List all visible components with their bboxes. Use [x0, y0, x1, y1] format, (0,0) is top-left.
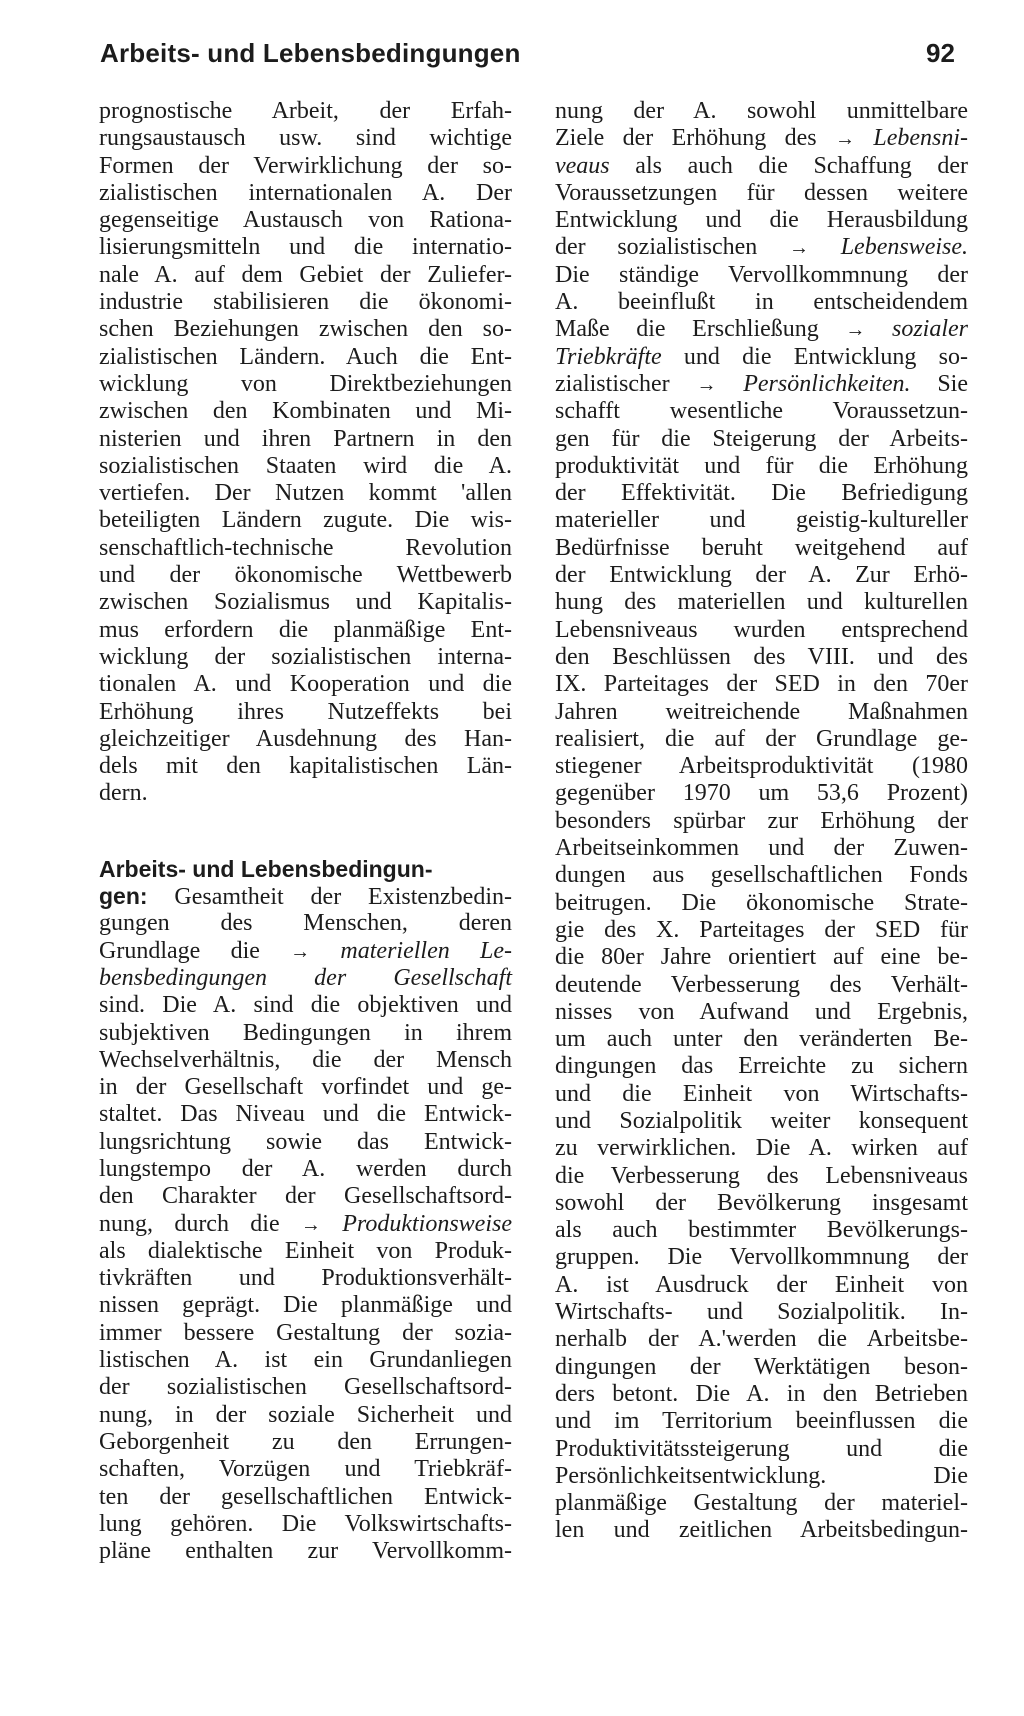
- text-line: Jahren weitreichende Maßnahmen: [555, 698, 968, 725]
- text-line: pläne enthalten zur Vervollkomm-: [99, 1538, 512, 1565]
- paragraph-gap: [99, 808, 512, 856]
- text-line: IX. Parteitages der SED in den 70er: [555, 671, 968, 698]
- text-line: gruppen. Die Vervollkommnung der: [555, 1244, 968, 1271]
- text-line: wicklung von Direktbeziehungen: [99, 370, 512, 397]
- text-line: hung des materiellen und kulturellen: [555, 589, 968, 616]
- entry-heading: Arbeits- und Lebensbedingun-: [99, 855, 433, 882]
- text-line: Lebensniveaus wurden entsprechend: [555, 616, 968, 643]
- text-line: die 80er Jahre orientiert auf eine be-: [555, 944, 968, 971]
- text-line: nale A. auf dem Gebiet der Zuliefer-: [99, 261, 512, 288]
- right-column: [555, 98, 968, 1545]
- text-fragment: Sie: [910, 370, 969, 397]
- text-line: die Verbesserung des Lebensniveaus: [555, 1162, 968, 1189]
- text-line: dingungen der Werktätigen beson-: [555, 1353, 968, 1380]
- left-column: [99, 98, 512, 1565]
- text-line: nisses von Aufwand und Ergebnis,: [555, 998, 968, 1025]
- text-line: Arbeitseinkommen und der Zuwen-: [555, 835, 968, 862]
- text-line: lisierungsmitteln und die internatio-: [99, 234, 512, 261]
- text-line: [99, 856, 512, 883]
- text-line: sozialistischen Staaten wird die A.: [99, 452, 512, 479]
- text-line: lungstempo der A. werden durch: [99, 1155, 512, 1182]
- text-line: gegenseitige Austausch von Rationa-: [99, 207, 512, 234]
- cross-reference-arrow-icon: →: [300, 1213, 321, 1236]
- text-line: gen für die Steigerung der Arbeits-: [555, 425, 968, 452]
- text-line: [99, 1211, 512, 1238]
- text-line: Entwicklung und die Herausbildung: [555, 207, 968, 234]
- text-line: lungsrichtung sowie das Entwick-: [99, 1128, 512, 1155]
- text-line: als auch bestimmter Bevölkerungs-: [555, 1217, 968, 1244]
- text-line: zialistischen Ländern. Auch die Ent-: [99, 343, 512, 370]
- text-line: schafft wesentliche Voraussetzun-: [555, 398, 968, 425]
- text-line: len und zeitlichen Arbeitsbedingun-: [555, 1517, 968, 1544]
- text-line: nerhalb der A.'werden die Arbeitsbe-: [555, 1326, 968, 1353]
- text-line: deutende Verbesserung des Verhält-: [555, 971, 968, 998]
- text-line: A. beeinflußt in entscheidendem: [555, 289, 968, 316]
- text-line: besonders spürbar zur Erhöhung der: [555, 807, 968, 834]
- text-line: Bedürfnisse beruht weitgehend auf: [555, 534, 968, 561]
- text-line: [555, 153, 968, 180]
- text-line: realisiert, die auf der Grundlage ge-: [555, 725, 968, 752]
- text-fragment: und die Entwicklung so-: [661, 343, 968, 370]
- text-line: gie des X. Parteitages der SED für: [555, 916, 968, 943]
- text-line: als dialektische Einheit von Produk-: [99, 1237, 512, 1264]
- text-line: Persönlichkeitsentwicklung. Die: [555, 1462, 968, 1489]
- text-line: A. ist Ausdruck der Einheit von: [555, 1271, 968, 1298]
- text-line: materieller und geistig-kultureller: [555, 507, 968, 534]
- text-line: Produktivitätssteigerung und die: [555, 1435, 968, 1462]
- text-line: [555, 234, 968, 261]
- text-line: [555, 125, 968, 152]
- page-header-title: Arbeits- und Lebensbedingungen: [100, 38, 521, 68]
- cross-reference: Lebensweise.: [809, 234, 968, 261]
- text-fragment: Ziele der Erhöhung des: [555, 125, 835, 152]
- text-line: subjektiven Bedingungen in ihrem: [99, 1019, 512, 1046]
- text-line: sind. Die A. sind die objektiven und: [99, 992, 512, 1019]
- cross-reference: Produktionsweise: [320, 1210, 512, 1237]
- text-line: tionalen A. und Kooperation und die: [99, 671, 512, 698]
- text-line: immer bessere Gestaltung der sozia-: [99, 1319, 512, 1346]
- cross-reference-arrow-icon: →: [696, 373, 717, 396]
- text-fragment: Grundlage die: [99, 937, 291, 964]
- text-fragment: als auch die Schaffung der: [609, 152, 968, 179]
- text-line: rungsaustausch usw. sind wichtige: [99, 125, 512, 152]
- text-line: [555, 371, 968, 398]
- text-line: Formen der Verwirklichung der so-: [99, 152, 512, 179]
- text-line: nung, in der soziale Sicherheit und: [99, 1401, 512, 1428]
- text-line: und Sozialpolitik weiter konsequent: [555, 1107, 968, 1134]
- text-line: beitrugen. Die ökonomische Strate-: [555, 889, 968, 916]
- text-line: Wechselverhältnis, die der Mensch: [99, 1046, 512, 1073]
- text-line: Die ständige Vervollkommnung der: [555, 261, 968, 288]
- cross-reference: materiellen Le-: [310, 937, 512, 964]
- text-line: dern.: [99, 780, 148, 807]
- text-line: Erhöhung ihres Nutzeffekts bei: [99, 698, 512, 725]
- cross-reference-arrow-icon: →: [290, 940, 311, 963]
- text-line: schaften, Vorzügen und Triebkräf-: [99, 1456, 512, 1483]
- text-line: Voraussetzungen für dessen weitere: [555, 179, 968, 206]
- text-line: produktivität und für die Erhöhung: [555, 452, 968, 479]
- text-line: nissen geprägt. Die planmäßige und: [99, 1292, 512, 1319]
- text-line: beteiligten Ländern zugute. Die wis-: [99, 507, 512, 534]
- cross-reference-arrow-icon: →: [789, 237, 809, 260]
- page-number: 92: [926, 38, 955, 68]
- text-line: Wirtschafts- und Sozialpolitik. In-: [555, 1299, 968, 1326]
- cross-reference: sozialer: [865, 316, 968, 343]
- text-fragment: der sozialistischen: [555, 234, 789, 261]
- text-line: den Beschlüssen des VIII. und des: [555, 643, 968, 670]
- text-line: in der Gesellschaft vorfindet und ge-: [99, 1074, 512, 1101]
- text-line: den Charakter der Gesellschaftsord-: [99, 1183, 512, 1210]
- text-line: tivkräften und Produktionsverhält-: [99, 1265, 512, 1292]
- text-line: stiegener Arbeitsproduktivität (1980: [555, 753, 968, 780]
- text-line: senschaftlich-technische Revolution: [99, 534, 512, 561]
- text-line: Geborgenheit zu den Errungen-: [99, 1428, 512, 1455]
- text-line: dungen aus gesellschaftlichen Fonds: [555, 862, 968, 889]
- cross-reference: Lebensni-: [855, 125, 969, 152]
- dictionary-entry: [99, 856, 512, 1566]
- text-line: [99, 938, 512, 965]
- text-line: [555, 344, 968, 371]
- text-line: wicklung der sozialistischen interna-: [99, 643, 512, 670]
- text-fragment: Maße die Erschließung: [555, 316, 846, 343]
- text-fragment: zialistischer: [555, 370, 697, 397]
- entry-heading: gen:: [99, 883, 148, 910]
- cross-reference-arrow-icon: →: [845, 319, 866, 342]
- text-line: und die Einheit von Wirtschafts-: [555, 1080, 968, 1107]
- text-line: ten der gesellschaftlichen Entwick-: [99, 1483, 512, 1510]
- text-line: mus erfordern die planmäßige Ent-: [99, 616, 512, 643]
- text-line: [99, 883, 512, 910]
- text-line: vertiefen. Der Nutzen kommt 'allen: [99, 480, 512, 507]
- text-line: nisterien und ihren Partnern in den: [99, 425, 512, 452]
- paragraph-continuation: [99, 98, 512, 808]
- cross-reference: Triebkräfte: [555, 343, 662, 370]
- text-line: gleichzeitiger Ausdehnung des Han-: [99, 725, 512, 752]
- text-line: gegenüber 1970 um 53,6 Prozent): [555, 780, 968, 807]
- text-line: staltet. Das Niveau und die Entwick-: [99, 1101, 512, 1128]
- text-line: zialistischen internationalen A. Der: [99, 179, 512, 206]
- text-line: der Effektivität. Die Befriedigung: [555, 480, 968, 507]
- text-line: dels mit den kapitalistischen Län-: [99, 753, 512, 780]
- text-line: lung gehören. Die Volkswirtschafts-: [99, 1510, 512, 1537]
- text-line: prognostische Arbeit, der Erfah-: [99, 98, 512, 124]
- text-line: nung der A. sowohl unmittelbare: [555, 98, 968, 124]
- text-fragment: Gesamtheit der Existenzbedin-: [147, 884, 512, 911]
- text-line: und der ökonomische Wettbewerb: [99, 562, 512, 589]
- text-line: planmäßige Gestaltung der materiel-: [555, 1490, 968, 1517]
- text-line: industrie stabilisieren die ökonomi-: [99, 289, 512, 316]
- text-line: um auch unter den veränderten Be-: [555, 1026, 968, 1053]
- text-line: zu verwirklichen. Die A. wirken auf: [555, 1135, 968, 1162]
- text-line: und im Territorium beeinflussen die: [555, 1408, 968, 1435]
- text-line: listischen A. ist ein Grundanliegen: [99, 1347, 512, 1374]
- text-line: zwischen Sozialismus und Kapitalis-: [99, 589, 512, 616]
- cross-reference: bensbedingungen der Gesellschaft: [99, 964, 512, 991]
- text-line: zwischen den Kombinaten und Mi-: [99, 398, 512, 425]
- cross-reference: veaus: [555, 152, 610, 179]
- text-line: [555, 316, 968, 343]
- text-line: der sozialistischen Gesellschaftsord-: [99, 1374, 512, 1401]
- text-line: sowohl der Bevölkerung insgesamt: [555, 1189, 968, 1216]
- text-line: dingungen das Erreichte zu sichern: [555, 1053, 968, 1080]
- text-fragment: nung, durch die: [99, 1210, 301, 1237]
- text-line: schen Beziehungen zwischen den so-: [99, 316, 512, 343]
- text-line: der Entwicklung der A. Zur Erhö-: [555, 562, 968, 589]
- text-line: gungen des Menschen, deren: [99, 910, 512, 937]
- cross-reference-arrow-icon: →: [835, 128, 855, 151]
- cross-reference: Persönlichkeiten.: [716, 370, 911, 397]
- text-line: ders betont. Die A. in den Betrieben: [555, 1380, 968, 1407]
